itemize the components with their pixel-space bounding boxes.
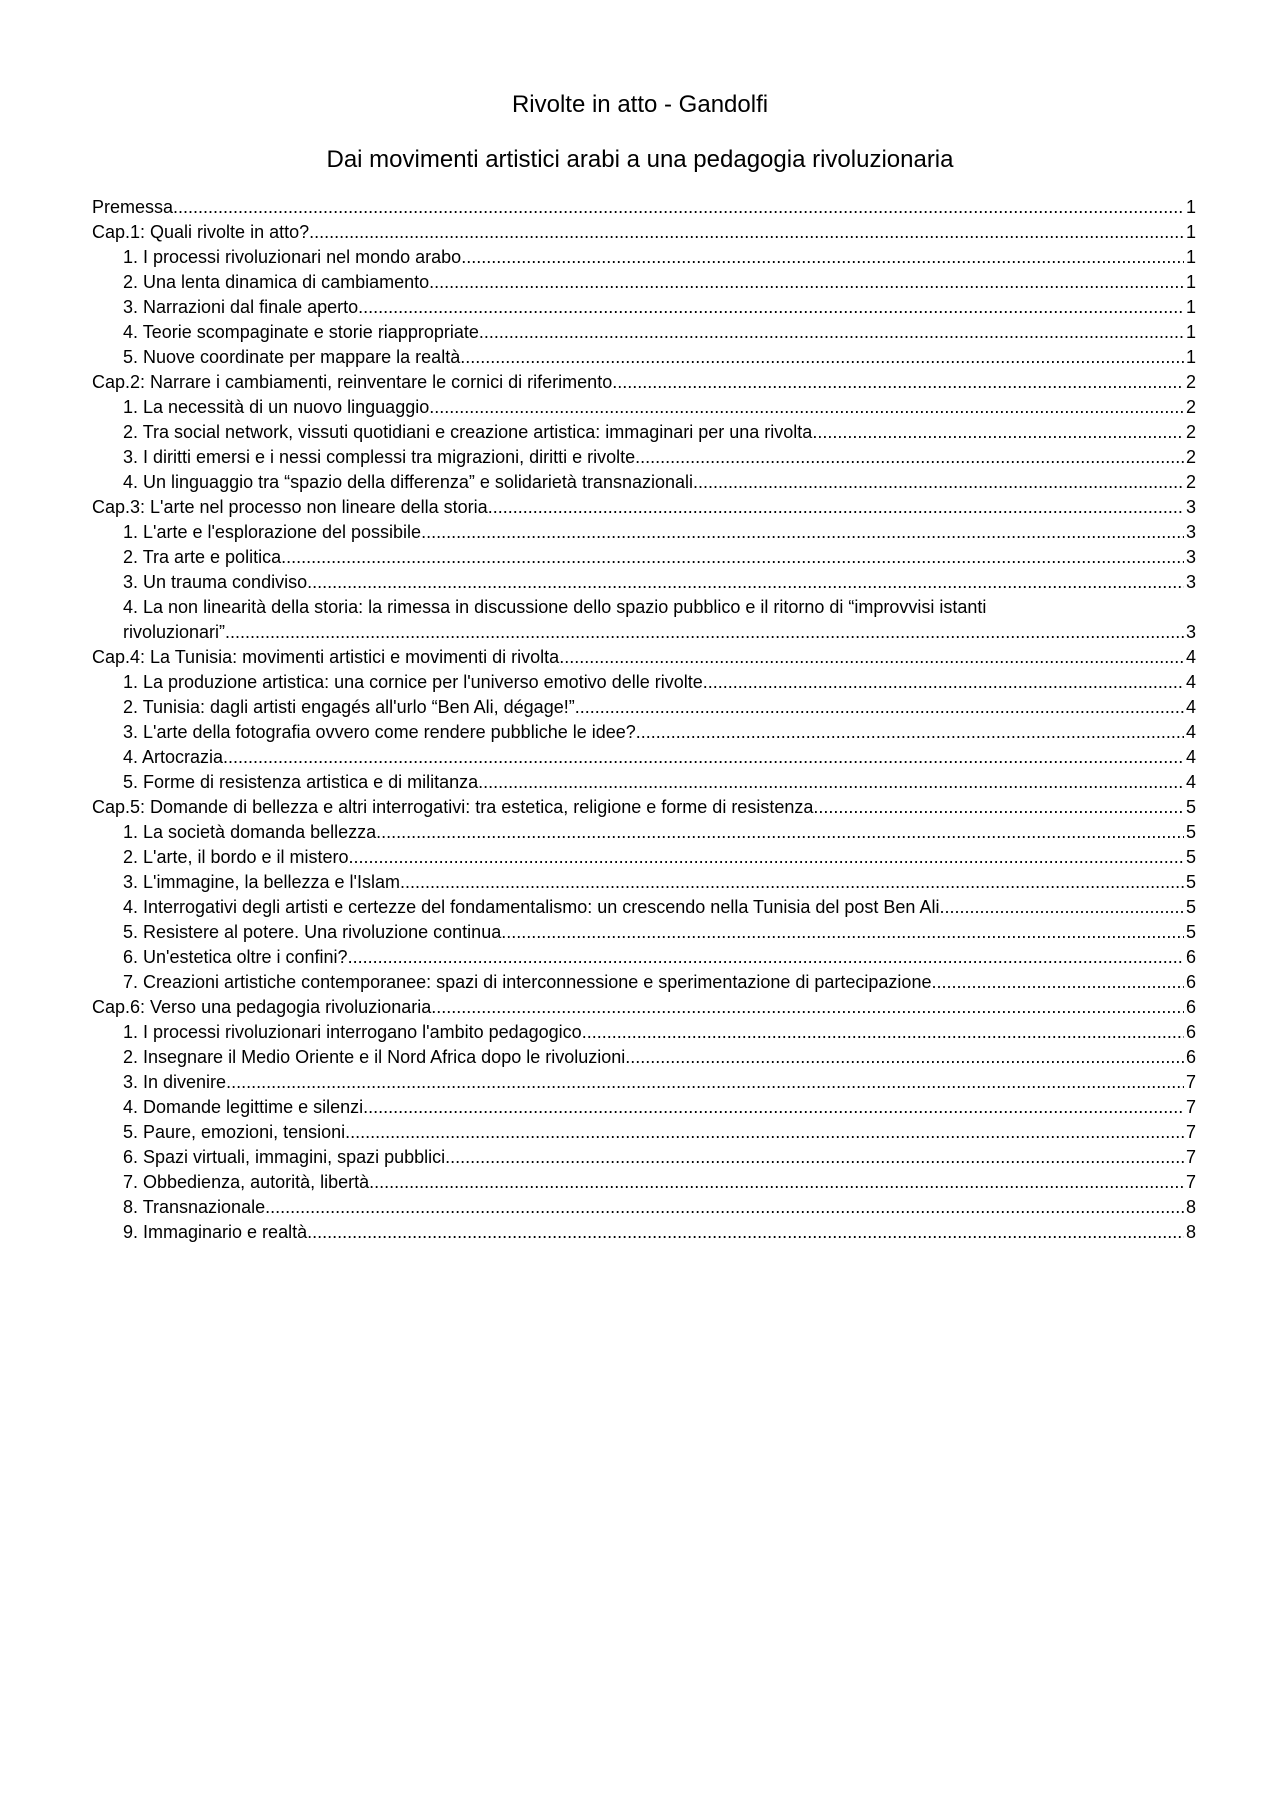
toc-entry-label: 1. L'arte e l'esplorazione del possibile bbox=[123, 522, 422, 542]
toc-page-number: 6 bbox=[1185, 1022, 1196, 1042]
toc-page-number: 3 bbox=[1185, 622, 1196, 642]
toc-entry-label: 8. Transnazionale bbox=[123, 1197, 266, 1217]
toc-page-number: 2 bbox=[1185, 372, 1196, 392]
toc-dot-leader bbox=[225, 620, 1184, 645]
toc-entry-label: 2. Tra arte e politica bbox=[123, 547, 282, 567]
toc-page-number: 6 bbox=[1185, 947, 1196, 967]
toc-page-number: 4 bbox=[1185, 647, 1196, 667]
toc-entry-label: 5. Forme di resistenza artistica e di militanza bbox=[123, 772, 479, 792]
toc-chapter-entry[interactable] bbox=[92, 195, 1196, 220]
toc-entry-label: 6. Spazi virtuali, immagini, spazi pubblici bbox=[123, 1147, 446, 1167]
toc-section-entry[interactable] bbox=[92, 445, 1196, 470]
toc-dot-leader bbox=[421, 520, 1184, 545]
toc-dot-leader bbox=[349, 845, 1184, 870]
toc-dot-leader bbox=[173, 195, 1184, 220]
toc-dot-leader bbox=[612, 370, 1184, 395]
toc-section-entry[interactable] bbox=[92, 545, 1196, 570]
toc-page-number: 4 bbox=[1185, 672, 1196, 692]
toc-section-entry[interactable] bbox=[92, 745, 1196, 770]
toc-page-number: 7 bbox=[1185, 1072, 1196, 1092]
toc-entry-label: Cap.4: La Tunisia: movimenti artistici e movimenti di rivolta bbox=[92, 647, 560, 667]
toc-dot-leader bbox=[281, 545, 1184, 570]
toc-entry-label: 7. Creazioni artistiche contemporanee: spazi di interconnessione e sperimentazione di partecipazione bbox=[123, 972, 932, 992]
toc-dot-leader bbox=[703, 670, 1184, 695]
toc-section-entry[interactable] bbox=[92, 1220, 1196, 1245]
toc-section-entry[interactable] bbox=[92, 320, 1196, 345]
toc-dot-leader bbox=[445, 1145, 1184, 1170]
toc-page-number: 7 bbox=[1185, 1172, 1196, 1192]
document-subtitle: Dai movimenti artistici arabi a una pedagogia rivoluzionaria bbox=[326, 146, 954, 173]
toc-entry-label: 2. L'arte, il bordo e il mistero bbox=[123, 847, 349, 867]
toc-entry-label: 3. L'arte della fotografia ovvero come rendere pubbliche le idee? bbox=[123, 722, 636, 742]
toc-dot-leader bbox=[939, 895, 1184, 920]
toc-section-entry[interactable] bbox=[92, 270, 1196, 295]
toc-entry-label: 1. La produzione artistica: una cornice per l'universo emotivo delle rivolte bbox=[123, 672, 703, 692]
toc-dot-leader bbox=[348, 945, 1184, 970]
toc-page-number: 6 bbox=[1185, 997, 1196, 1017]
toc-dot-leader bbox=[479, 320, 1184, 345]
toc-section-entry[interactable] bbox=[92, 895, 1196, 920]
toc-page-number: 1 bbox=[1185, 272, 1196, 292]
toc-entry-label: 9. Immaginario e realtà bbox=[123, 1222, 308, 1242]
toc-section-entry[interactable] bbox=[92, 1120, 1196, 1145]
toc-page-number: 3 bbox=[1185, 547, 1196, 567]
toc-entry-label: 3. Un trauma condiviso bbox=[123, 572, 308, 592]
toc-page-number: 4 bbox=[1185, 697, 1196, 717]
toc-section-entry[interactable] bbox=[92, 845, 1196, 870]
toc-entry-label: 1. La necessità di un nuovo linguaggio bbox=[123, 397, 430, 417]
toc-entry-label: 4. Artocrazia bbox=[123, 747, 224, 767]
toc-entry-label: 2. Insegnare il Medio Oriente e il Nord Africa dopo le rivoluzioni bbox=[123, 1047, 626, 1067]
toc-section-entry[interactable] bbox=[92, 1020, 1196, 1045]
toc-entry-label: 1. I processi rivoluzionari interrogano l'ambito pedagogico bbox=[123, 1022, 582, 1042]
toc-page-number: 4 bbox=[1185, 722, 1196, 742]
toc-page-number: 4 bbox=[1185, 747, 1196, 767]
toc-page-number: 7 bbox=[1185, 1097, 1196, 1117]
toc-page-number: 5 bbox=[1185, 797, 1196, 817]
toc-section-entry[interactable] bbox=[92, 870, 1196, 895]
toc-section-entry[interactable] bbox=[92, 695, 1196, 720]
toc-entry-label: Cap.5: Domande di bellezza e altri interrogativi: tra estetica, religione e forme di resistenza bbox=[92, 797, 814, 817]
toc-dot-leader bbox=[358, 295, 1184, 320]
toc-section-entry[interactable] bbox=[92, 1145, 1196, 1170]
toc-page-number: 2 bbox=[1185, 447, 1196, 467]
toc-section-entry[interactable] bbox=[92, 1170, 1196, 1195]
toc-entry-label: 3. Narrazioni dal finale aperto bbox=[123, 297, 359, 317]
toc-dot-leader bbox=[478, 770, 1184, 795]
toc-dot-leader bbox=[226, 1070, 1184, 1095]
table-of-contents bbox=[92, 195, 1196, 1245]
toc-page-number: 1 bbox=[1185, 322, 1196, 342]
toc-dot-leader bbox=[636, 720, 1184, 745]
toc-entry-label-continued: rivoluzionari” bbox=[123, 622, 226, 642]
toc-page-number: 5 bbox=[1185, 822, 1196, 842]
toc-section-entry[interactable] bbox=[92, 920, 1196, 945]
toc-entry-label: 4. Un linguaggio tra “spazio della differenza” e solidarietà transnazionali bbox=[123, 472, 694, 492]
toc-entry-label: 3. In divenire bbox=[123, 1072, 227, 1092]
toc-section-entry[interactable] bbox=[92, 520, 1196, 545]
toc-dot-leader bbox=[345, 1120, 1184, 1145]
toc-dot-leader bbox=[400, 870, 1184, 895]
toc-entry-label: 4. La non linearità della storia: la rimessa in discussione dello spazio pubblico e il ritorno di “improvvisi istanti bbox=[123, 597, 987, 617]
toc-page-number: 6 bbox=[1185, 972, 1196, 992]
toc-page-number: 6 bbox=[1185, 1047, 1196, 1067]
toc-chapter-entry[interactable] bbox=[92, 220, 1196, 245]
toc-page-number: 2 bbox=[1185, 397, 1196, 417]
toc-page-number: 5 bbox=[1185, 897, 1196, 917]
toc-dot-leader bbox=[460, 345, 1184, 370]
toc-page-number: 5 bbox=[1185, 922, 1196, 942]
toc-dot-leader bbox=[223, 745, 1184, 770]
toc-page-number: 8 bbox=[1185, 1222, 1196, 1242]
toc-entry-label: Cap.6: Verso una pedagogia rivoluzionaria bbox=[92, 997, 432, 1017]
toc-entry-label: 1. La società domanda bellezza bbox=[123, 822, 377, 842]
toc-dot-leader bbox=[813, 795, 1184, 820]
document-title: Rivolte in atto - Gandolfi bbox=[511, 91, 769, 118]
toc-section-entry[interactable] bbox=[92, 720, 1196, 745]
toc-entry-label: Premessa bbox=[92, 197, 174, 217]
toc-entry-label: 5. Resistere al potere. Una rivoluzione continua bbox=[123, 922, 502, 942]
toc-dot-leader bbox=[693, 470, 1184, 495]
toc-dot-leader bbox=[369, 1170, 1184, 1195]
toc-chapter-entry[interactable] bbox=[92, 495, 1196, 520]
toc-page-number: 1 bbox=[1185, 247, 1196, 267]
toc-entry-label: 4. Teorie scompaginate e storie riappropriate bbox=[123, 322, 479, 342]
toc-dot-leader bbox=[376, 820, 1184, 845]
toc-chapter-entry[interactable] bbox=[92, 995, 1196, 1020]
toc-page-number: 1 bbox=[1185, 297, 1196, 317]
toc-dot-leader bbox=[559, 645, 1184, 670]
toc-section-entry[interactable] bbox=[92, 570, 1196, 595]
toc-chapter-entry[interactable] bbox=[92, 370, 1196, 395]
toc-dot-leader bbox=[461, 245, 1184, 270]
toc-section-entry[interactable] bbox=[92, 1095, 1196, 1120]
toc-chapter-entry[interactable] bbox=[92, 645, 1196, 670]
toc-dot-leader bbox=[429, 270, 1184, 295]
toc-section-entry[interactable] bbox=[92, 345, 1196, 370]
toc-section-entry[interactable] bbox=[92, 245, 1196, 270]
toc-section-entry[interactable] bbox=[92, 295, 1196, 320]
toc-entry-label: Cap.3: L'arte nel processo non lineare della storia bbox=[92, 497, 488, 517]
toc-page-number: 2 bbox=[1185, 422, 1196, 442]
toc-dot-leader bbox=[488, 495, 1184, 520]
toc-entry-label: 2. Una lenta dinamica di cambiamento bbox=[123, 272, 430, 292]
toc-dot-leader bbox=[635, 445, 1184, 470]
toc-page-number: 3 bbox=[1185, 497, 1196, 517]
toc-entry[interactable] bbox=[92, 595, 1196, 645]
toc-page-number: 3 bbox=[1185, 522, 1196, 542]
toc-section-entry[interactable] bbox=[92, 1070, 1196, 1095]
toc-section-entry[interactable] bbox=[92, 820, 1196, 845]
toc-dot-leader bbox=[429, 395, 1184, 420]
toc-dot-leader bbox=[501, 920, 1184, 945]
toc-page-number: 1 bbox=[1185, 347, 1196, 367]
toc-page-number: 8 bbox=[1185, 1197, 1196, 1217]
toc-entry-label: Cap.2: Narrare i cambiamenti, reinventare le cornici di riferimento bbox=[92, 372, 613, 392]
toc-page-number: 5 bbox=[1185, 847, 1196, 867]
toc-page-number: 7 bbox=[1185, 1122, 1196, 1142]
toc-section-entry[interactable] bbox=[92, 420, 1196, 445]
toc-page-number: 2 bbox=[1185, 472, 1196, 492]
toc-dot-leader bbox=[363, 1095, 1184, 1120]
toc-entry-label: 7. Obbedienza, autorità, libertà bbox=[123, 1172, 370, 1192]
toc-entry-label: 5. Nuove coordinate per mappare la realtà bbox=[123, 347, 461, 367]
toc-chapter-entry[interactable] bbox=[92, 795, 1196, 820]
toc-entry-label: 3. I diritti emersi e i nessi complessi tra migrazioni, diritti e rivolte bbox=[123, 447, 636, 467]
toc-entry-label: 6. Un'estetica oltre i confini? bbox=[123, 947, 348, 967]
toc-entry-label: 2. Tunisia: dagli artisti engagés all'urlo “Ben Ali, dégage!” bbox=[123, 697, 575, 717]
toc-section-entry[interactable] bbox=[92, 470, 1196, 495]
toc-entry-label: 5. Paure, emozioni, tensioni bbox=[123, 1122, 346, 1142]
toc-dot-leader bbox=[812, 420, 1184, 445]
toc-section-entry[interactable] bbox=[92, 970, 1196, 995]
toc-entry-label: 2. Tra social network, vissuti quotidiani e creazione artistica: immaginari per una rivolta bbox=[123, 422, 813, 442]
toc-dot-leader bbox=[625, 1045, 1184, 1070]
toc-page-number: 3 bbox=[1185, 572, 1196, 592]
toc-entry-label: 1. I processi rivoluzionari nel mondo arabo bbox=[123, 247, 462, 267]
toc-section-entry[interactable] bbox=[92, 1195, 1196, 1220]
toc-section-entry[interactable] bbox=[92, 945, 1196, 970]
toc-dot-leader bbox=[309, 220, 1184, 245]
toc-dot-leader bbox=[265, 1195, 1184, 1220]
toc-dot-leader bbox=[307, 1220, 1184, 1245]
toc-entry-label: 4. Interrogativi degli artisti e certezze del fondamentalismo: un crescendo nella Tunisia del post Ben Ali bbox=[123, 897, 940, 917]
toc-page-number: 5 bbox=[1185, 872, 1196, 892]
toc-entry-label: Cap.1: Quali rivolte in atto? bbox=[92, 222, 310, 242]
toc-page-number: 1 bbox=[1185, 222, 1196, 242]
toc-dot-leader bbox=[431, 995, 1184, 1020]
toc-dot-leader bbox=[582, 1020, 1184, 1045]
toc-dot-leader bbox=[575, 695, 1184, 720]
toc-section-entry[interactable] bbox=[92, 395, 1196, 420]
toc-entry-label: 4. Domande legittime e silenzi bbox=[123, 1097, 364, 1117]
toc-section-entry[interactable] bbox=[92, 670, 1196, 695]
toc-section-entry[interactable] bbox=[92, 770, 1196, 795]
toc-page-number: 4 bbox=[1185, 772, 1196, 792]
toc-dot-leader bbox=[931, 970, 1184, 995]
toc-page-number: 7 bbox=[1185, 1147, 1196, 1167]
toc-entry-label: 3. L'immagine, la bellezza e l'Islam bbox=[123, 872, 400, 892]
toc-page-number: 1 bbox=[1185, 197, 1196, 217]
toc-dot-leader bbox=[307, 570, 1184, 595]
toc-section-entry[interactable] bbox=[92, 1045, 1196, 1070]
